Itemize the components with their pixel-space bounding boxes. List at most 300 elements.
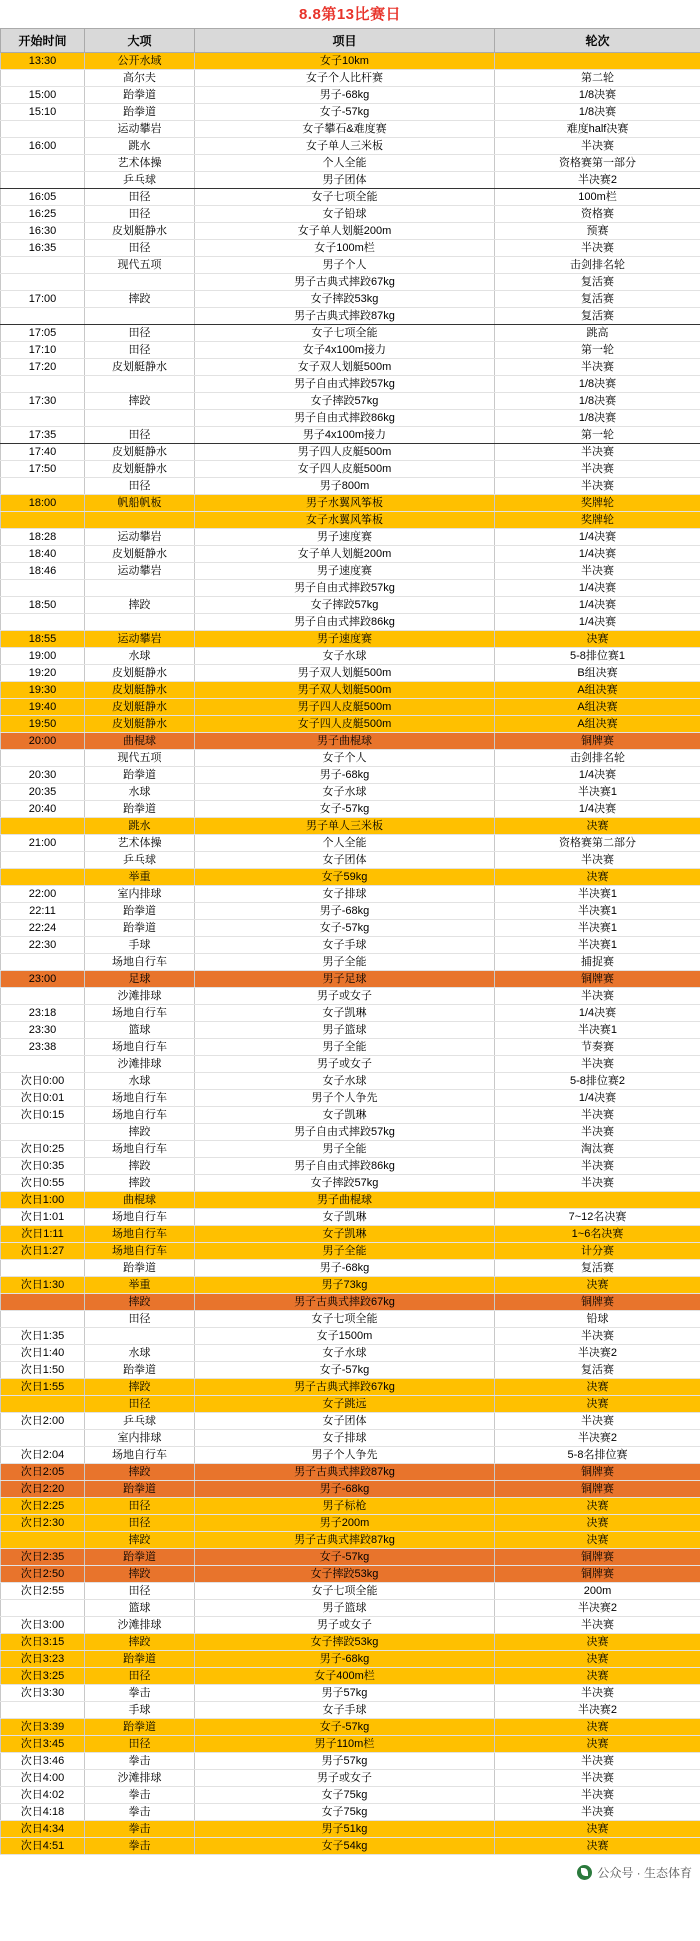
table-row (1, 1651, 700, 1668)
cell-sport: 皮划艇静水 (85, 546, 195, 563)
table-row (1, 1277, 700, 1294)
cell-sport: 高尔夫 (85, 70, 195, 87)
cell-sport: 田径 (85, 1515, 195, 1532)
cell-sport: 田径 (85, 1736, 195, 1753)
cell-start-time: 16:00 (1, 138, 85, 155)
cell-start-time: 15:10 (1, 104, 85, 121)
cell-start-time (1, 1396, 85, 1413)
column-header-sport: 大项 (85, 29, 195, 53)
cell-start-time (1, 376, 85, 393)
cell-start-time: 22:30 (1, 937, 85, 954)
cell-sport: 跆拳道 (85, 920, 195, 937)
cell-round: 半决赛1 (495, 886, 700, 903)
cell-start-time (1, 1056, 85, 1073)
table-row (1, 801, 700, 818)
cell-event: 女子排球 (195, 1430, 495, 1447)
cell-event: 男子双人划艇500m (195, 665, 495, 682)
cell-round: 半决赛 (495, 1787, 700, 1804)
cell-start-time: 次日2:30 (1, 1515, 85, 1532)
cell-start-time: 次日2:04 (1, 1447, 85, 1464)
cell-start-time: 次日3:39 (1, 1719, 85, 1736)
cell-event: 男子个人争先 (195, 1447, 495, 1464)
cell-round: 铜牌赛 (495, 1464, 700, 1481)
cell-start-time: 次日3:46 (1, 1753, 85, 1770)
cell-round: 决赛 (495, 1736, 700, 1753)
cell-event: 女子水球 (195, 784, 495, 801)
table-row (1, 852, 700, 869)
cell-round: 节奏赛 (495, 1039, 700, 1056)
cell-start-time: 16:05 (1, 189, 85, 206)
cell-round: 半决赛2 (495, 1345, 700, 1362)
cell-sport: 乒乓球 (85, 172, 195, 189)
cell-start-time: 次日4:51 (1, 1838, 85, 1855)
cell-start-time: 次日1:55 (1, 1379, 85, 1396)
cell-start-time (1, 1311, 85, 1328)
cell-round: 半决赛1 (495, 1022, 700, 1039)
cell-event: 女子水翼风筝板 (195, 512, 495, 529)
table-row (1, 767, 700, 784)
cell-event: 女子摔跤57kg (195, 1175, 495, 1192)
cell-sport (85, 580, 195, 597)
cell-start-time: 19:40 (1, 699, 85, 716)
table-row (1, 427, 700, 444)
column-header-event: 项目 (195, 29, 495, 53)
cell-round: 1/4决赛 (495, 801, 700, 818)
table-row (1, 461, 700, 478)
table-row (1, 1107, 700, 1124)
table-row (1, 410, 700, 427)
table-row (1, 1549, 700, 1566)
cell-sport (85, 376, 195, 393)
cell-start-time: 20:00 (1, 733, 85, 750)
cell-start-time (1, 172, 85, 189)
cell-sport: 田径 (85, 1668, 195, 1685)
cell-sport: 拳击 (85, 1753, 195, 1770)
cell-sport: 室内排球 (85, 1430, 195, 1447)
cell-start-time: 23:30 (1, 1022, 85, 1039)
cell-round: 半决赛2 (495, 1430, 700, 1447)
cell-sport: 跆拳道 (85, 903, 195, 920)
cell-sport: 曲棍球 (85, 733, 195, 750)
cell-sport: 田径 (85, 427, 195, 444)
cell-start-time: 20:40 (1, 801, 85, 818)
cell-sport: 摔跤 (85, 1124, 195, 1141)
cell-sport: 摔跤 (85, 1464, 195, 1481)
cell-round: 1/8决赛 (495, 410, 700, 427)
cell-start-time: 17:05 (1, 325, 85, 342)
cell-round: 1/8决赛 (495, 376, 700, 393)
cell-sport: 跆拳道 (85, 87, 195, 104)
cell-round: 半决赛 (495, 1617, 700, 1634)
cell-start-time (1, 869, 85, 886)
cell-event: 男子足球 (195, 971, 495, 988)
table-row (1, 1345, 700, 1362)
cell-event: 女子四人皮艇500m (195, 461, 495, 478)
cell-start-time: 次日4:18 (1, 1804, 85, 1821)
cell-round (495, 1192, 700, 1209)
cell-round: 资格赛 (495, 206, 700, 223)
watermark (577, 1864, 692, 1881)
cell-round: 5-8名排位赛 (495, 1447, 700, 1464)
cell-start-time: 次日0:25 (1, 1141, 85, 1158)
table-row (1, 1243, 700, 1260)
page-title: 8.8第13比赛日 (298, 6, 402, 23)
cell-event: 女子铅球 (195, 206, 495, 223)
table-row (1, 325, 700, 342)
table-row (1, 1804, 700, 1821)
cell-event: 女子凯琳 (195, 1226, 495, 1243)
cell-sport: 场地自行车 (85, 1107, 195, 1124)
table-row (1, 87, 700, 104)
cell-round: 半决赛 (495, 478, 700, 495)
table-row (1, 1039, 700, 1056)
table-row (1, 1141, 700, 1158)
cell-start-time: 19:00 (1, 648, 85, 665)
cell-round: 决赛 (495, 631, 700, 648)
cell-start-time: 次日2:35 (1, 1549, 85, 1566)
table-row (1, 563, 700, 580)
cell-start-time: 次日2:00 (1, 1413, 85, 1430)
cell-round: 铅球 (495, 1311, 700, 1328)
table-row (1, 104, 700, 121)
cell-event: 男子双人划艇500m (195, 682, 495, 699)
cell-event: 女子水球 (195, 1345, 495, 1362)
cell-sport: 皮划艇静水 (85, 444, 195, 461)
table-row (1, 359, 700, 376)
cell-event: 女子-57kg (195, 1549, 495, 1566)
table-row (1, 1464, 700, 1481)
cell-round: 半决赛 (495, 1413, 700, 1430)
cell-start-time: 次日3:23 (1, 1651, 85, 1668)
cell-event: 男子曲棍球 (195, 733, 495, 750)
cell-event: 女子摔跤57kg (195, 393, 495, 410)
cell-event: 男子四人皮艇500m (195, 444, 495, 461)
cell-event: 女子摔跤53kg (195, 291, 495, 308)
table-row (1, 1430, 700, 1447)
table-row (1, 920, 700, 937)
table-row (1, 631, 700, 648)
cell-start-time: 16:35 (1, 240, 85, 257)
cell-event: 女子75kg (195, 1787, 495, 1804)
cell-round: 难度half决赛 (495, 121, 700, 138)
cell-start-time: 20:30 (1, 767, 85, 784)
cell-event: 女子凯琳 (195, 1107, 495, 1124)
cell-event: 女子摔跤57kg (195, 597, 495, 614)
cell-round: 半决赛 (495, 988, 700, 1005)
cell-sport: 跆拳道 (85, 767, 195, 784)
cell-round: 决赛 (495, 1379, 700, 1396)
cell-sport: 场地自行车 (85, 1039, 195, 1056)
cell-event: 男子速度赛 (195, 563, 495, 580)
cell-start-time (1, 1260, 85, 1277)
cell-round: 半决赛2 (495, 172, 700, 189)
table-row (1, 1583, 700, 1600)
cell-round: 半决赛 (495, 852, 700, 869)
cell-event: 男子古典式摔跤67kg (195, 1294, 495, 1311)
cell-event: 女子-57kg (195, 920, 495, 937)
table-row (1, 1770, 700, 1787)
cell-event: 女子跳远 (195, 1396, 495, 1413)
cell-start-time: 22:24 (1, 920, 85, 937)
cell-event: 男子全能 (195, 954, 495, 971)
cell-event: 女子排球 (195, 886, 495, 903)
cell-sport: 摔跤 (85, 1294, 195, 1311)
cell-round: 半决赛 (495, 1056, 700, 1073)
cell-event: 男子73kg (195, 1277, 495, 1294)
cell-round: 复活赛 (495, 291, 700, 308)
cell-start-time: 次日0:01 (1, 1090, 85, 1107)
table-row (1, 291, 700, 308)
cell-sport: 拳击 (85, 1787, 195, 1804)
table-row (1, 1787, 700, 1804)
cell-event: 男子-68kg (195, 903, 495, 920)
cell-start-time: 次日2:05 (1, 1464, 85, 1481)
cell-sport: 跆拳道 (85, 1362, 195, 1379)
cell-sport: 场地自行车 (85, 1226, 195, 1243)
cell-start-time: 19:20 (1, 665, 85, 682)
cell-start-time: 次日3:00 (1, 1617, 85, 1634)
cell-sport: 水球 (85, 1073, 195, 1090)
cell-start-time: 次日1:27 (1, 1243, 85, 1260)
cell-start-time: 13:30 (1, 53, 85, 70)
cell-sport: 田径 (85, 206, 195, 223)
cell-event: 女子摔跤53kg (195, 1566, 495, 1583)
table-row (1, 206, 700, 223)
cell-event: 男子古典式摔跤87kg (195, 308, 495, 325)
cell-event: 女子400m栏 (195, 1668, 495, 1685)
cell-sport: 拳击 (85, 1685, 195, 1702)
cell-event: 女子-57kg (195, 1362, 495, 1379)
cell-round: 捕捉赛 (495, 954, 700, 971)
cell-sport: 乒乓球 (85, 1413, 195, 1430)
cell-round: 1/4决赛 (495, 767, 700, 784)
cell-start-time (1, 750, 85, 767)
cell-round: 1/4决赛 (495, 614, 700, 631)
cell-event: 男子古典式摔跤67kg (195, 274, 495, 291)
cell-event: 男子110m栏 (195, 1736, 495, 1753)
cell-round: 奖牌轮 (495, 512, 700, 529)
cell-sport: 场地自行车 (85, 1090, 195, 1107)
cell-sport: 举重 (85, 869, 195, 886)
cell-event: 女子10km (195, 53, 495, 70)
cell-event: 女子水球 (195, 1073, 495, 1090)
cell-round: 第一轮 (495, 427, 700, 444)
table-row (1, 1022, 700, 1039)
cell-event: 男子速度赛 (195, 631, 495, 648)
cell-round: 击剑排名轮 (495, 750, 700, 767)
cell-event: 男子团体 (195, 172, 495, 189)
table-row (1, 1838, 700, 1855)
cell-start-time: 18:55 (1, 631, 85, 648)
cell-sport (85, 512, 195, 529)
cell-round: A组决赛 (495, 716, 700, 733)
table-row (1, 1158, 700, 1175)
cell-start-time: 16:30 (1, 223, 85, 240)
cell-round: 决赛 (495, 1838, 700, 1855)
cell-round: 半决赛 (495, 1175, 700, 1192)
cell-start-time: 17:30 (1, 393, 85, 410)
cell-event: 女子54kg (195, 1838, 495, 1855)
cell-round: 铜牌赛 (495, 1481, 700, 1498)
cell-round: 半决赛 (495, 240, 700, 257)
cell-round: 决赛 (495, 1277, 700, 1294)
cell-sport: 艺术体操 (85, 835, 195, 852)
cell-start-time: 17:20 (1, 359, 85, 376)
cell-round: 淘汰赛 (495, 1141, 700, 1158)
cell-sport: 现代五项 (85, 750, 195, 767)
table-row (1, 1175, 700, 1192)
cell-start-time: 次日3:45 (1, 1736, 85, 1753)
cell-round: 铜牌赛 (495, 971, 700, 988)
cell-round: 5-8排位赛2 (495, 1073, 700, 1090)
cell-round: 100m栏 (495, 189, 700, 206)
cell-event: 女子75kg (195, 1804, 495, 1821)
table-row (1, 155, 700, 172)
cell-event: 男子自由式摔跤86kg (195, 410, 495, 427)
schedule-table (0, 28, 700, 1855)
cell-event: 男子57kg (195, 1685, 495, 1702)
cell-start-time: 23:18 (1, 1005, 85, 1022)
table-row (1, 1328, 700, 1345)
table-row (1, 1124, 700, 1141)
table-row (1, 274, 700, 291)
cell-sport: 皮划艇静水 (85, 665, 195, 682)
cell-sport: 皮划艇静水 (85, 223, 195, 240)
cell-round: 半决赛 (495, 1770, 700, 1787)
cell-sport: 跆拳道 (85, 1719, 195, 1736)
cell-round: 1/4决赛 (495, 597, 700, 614)
cell-round: 计分赛 (495, 1243, 700, 1260)
table-row (1, 903, 700, 920)
cell-start-time: 17:40 (1, 444, 85, 461)
cell-start-time: 次日0:15 (1, 1107, 85, 1124)
cell-event: 男子个人 (195, 257, 495, 274)
table-row (1, 444, 700, 461)
table-row (1, 240, 700, 257)
cell-event: 男子800m (195, 478, 495, 495)
cell-event: 女子个人 (195, 750, 495, 767)
cell-sport: 田径 (85, 189, 195, 206)
cell-start-time: 18:40 (1, 546, 85, 563)
cell-round: 半决赛 (495, 461, 700, 478)
cell-round: 铜牌赛 (495, 733, 700, 750)
cell-start-time (1, 580, 85, 597)
cell-event: 女子手球 (195, 1702, 495, 1719)
cell-round (495, 53, 700, 70)
cell-start-time: 次日0:00 (1, 1073, 85, 1090)
cell-event: 女子七项全能 (195, 1583, 495, 1600)
page-footer (0, 1855, 700, 1885)
table-row (1, 1821, 700, 1838)
cell-start-time: 17:10 (1, 342, 85, 359)
cell-round: 复活赛 (495, 274, 700, 291)
cell-start-time (1, 257, 85, 274)
cell-start-time: 次日2:55 (1, 1583, 85, 1600)
cell-sport: 跳水 (85, 138, 195, 155)
cell-sport: 场地自行车 (85, 1209, 195, 1226)
table-row (1, 1634, 700, 1651)
cell-sport: 皮划艇静水 (85, 699, 195, 716)
cell-event: 男子51kg (195, 1821, 495, 1838)
cell-start-time: 19:30 (1, 682, 85, 699)
cell-event: 男子古典式摔跤87kg (195, 1464, 495, 1481)
cell-start-time: 次日1:35 (1, 1328, 85, 1345)
cell-round: 决赛 (495, 869, 700, 886)
cell-sport: 摔跤 (85, 1158, 195, 1175)
table-row (1, 1498, 700, 1515)
cell-start-time: 17:00 (1, 291, 85, 308)
cell-start-time (1, 852, 85, 869)
cell-round: 1~6名决赛 (495, 1226, 700, 1243)
table-header-row (1, 29, 700, 53)
cell-round: 200m (495, 1583, 700, 1600)
cell-round: 第二轮 (495, 70, 700, 87)
cell-round: 半决赛1 (495, 937, 700, 954)
cell-event: 男子或女子 (195, 988, 495, 1005)
table-row (1, 597, 700, 614)
cell-event: 男子或女子 (195, 1770, 495, 1787)
table-header (1, 29, 700, 53)
cell-round: 半决赛2 (495, 1600, 700, 1617)
cell-event: 男子古典式摔跤87kg (195, 1532, 495, 1549)
cell-event: 女子攀石&难度赛 (195, 121, 495, 138)
cell-event: 女子100m栏 (195, 240, 495, 257)
cell-event: 男子-68kg (195, 767, 495, 784)
cell-round: 半决赛 (495, 444, 700, 461)
table-row (1, 478, 700, 495)
cell-sport: 田径 (85, 240, 195, 257)
cell-start-time: 次日4:02 (1, 1787, 85, 1804)
cell-sport: 水球 (85, 1345, 195, 1362)
cell-start-time: 次日3:15 (1, 1634, 85, 1651)
table-row (1, 1413, 700, 1430)
cell-sport: 跆拳道 (85, 1651, 195, 1668)
cell-round: 5-8排位赛1 (495, 648, 700, 665)
cell-sport: 沙滩排球 (85, 1617, 195, 1634)
table-row (1, 1702, 700, 1719)
table-row (1, 1617, 700, 1634)
cell-start-time (1, 308, 85, 325)
table-row (1, 512, 700, 529)
table-row (1, 971, 700, 988)
cell-sport: 皮划艇静水 (85, 461, 195, 478)
cell-start-time (1, 155, 85, 172)
cell-event: 女子4x100m接力 (195, 342, 495, 359)
cell-event: 男子古典式摔跤67kg (195, 1379, 495, 1396)
table-row (1, 648, 700, 665)
cell-sport: 篮球 (85, 1022, 195, 1039)
cell-sport: 皮划艇静水 (85, 716, 195, 733)
table-row (1, 818, 700, 835)
cell-round: 半决赛 (495, 1685, 700, 1702)
cell-sport: 拳击 (85, 1821, 195, 1838)
cell-round: 铜牌赛 (495, 1294, 700, 1311)
cell-event: 男子57kg (195, 1753, 495, 1770)
table-row (1, 308, 700, 325)
table-row (1, 393, 700, 410)
cell-event: 女子-57kg (195, 801, 495, 818)
table-row (1, 784, 700, 801)
cell-sport: 沙滩排球 (85, 1770, 195, 1787)
cell-event: 男子四人皮艇500m (195, 699, 495, 716)
watermark-label: 公众号 · 生态体育 (597, 1866, 692, 1880)
cell-sport: 足球 (85, 971, 195, 988)
cell-sport: 水球 (85, 648, 195, 665)
cell-sport: 运动攀岩 (85, 631, 195, 648)
cell-round: 决赛 (495, 818, 700, 835)
table-row (1, 835, 700, 852)
cell-event: 男子曲棍球 (195, 1192, 495, 1209)
